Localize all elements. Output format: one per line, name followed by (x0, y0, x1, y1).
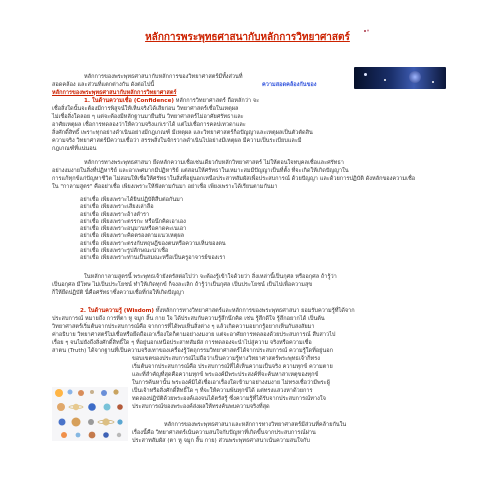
section-2-text: ทั้งหลักการทางวิทยาศาสตร์และหลักการของพระพุทธศาสนา ยอมรับความรู้ที่ได้จาก (154, 308, 355, 314)
section-2-tail-line: หลักการของพระพุทธศาสนาและหลักการทางวิทยาศาสตร์มีส่วนที่คล้ายกันใน (164, 422, 347, 428)
section-2-line: สาตน (Truth) ได้จากฐานที่เป็นความจริงเทาของเครื่องรู้วัตถุกรรมวิทยาศาสตร์ได้จากประสบการณ์ ความรู้ใดที่อยู่นอก (52, 348, 334, 354)
space-banner-image (354, 67, 446, 89)
section-2-wrap-line: ในการค้นหานั้น พระองค์มิได้เชื่อเอาเรื่องใดเข้ามาอย่างงมงาย ไม่ทรงเชื่อว่ามีพระผู้ (132, 380, 330, 386)
intro-subheading: หลักการของพระพุทธศาสนากับหลักการวิทยาศาสตร์ (52, 90, 177, 96)
section-1-line: สิ่งศักดิ์สิทธิ์ เพราะทุกอย่างดำเนินอย่างมีกฎเกณฑ์ มีเหตุผล และวิทยาศาสตร์ก็อปัญญาและเหตุผลเป็นตัวตัดสิน (52, 130, 313, 136)
list-item: อย่าเชื่อ เพียงเพราะรูปลักษณะน่าเชื่อ (80, 248, 169, 255)
list-item: อย่าเชื่อ เพียงเพราะท่านเป็นสมณะหรือเป็นครูอาจารย์ของเรา (80, 255, 226, 262)
section-1-line: อาศัยเหตุผล เชื่อการทดลองว่าให้ความจริงแก่เราได้ แต่ไม่เชื่อการคลปเทวดาและ (52, 122, 246, 128)
list-item: อย่าเชื่อ เพียงเพราะอ้างตำรา (80, 211, 150, 218)
section-2-wrap-line: ทดลองปฏิบัติด้วยพระองค์เองจนได้ตรัสรู้ ซึ่งความรู้ที่ได้รับจากประสบการณ์ทางใจ (132, 396, 326, 402)
section-2-first-line (52, 307, 355, 315)
section-2-line: ประสบการณ์ หมายถึง การที่ตา หู จมูก ลิ้น กาย ใจ ได้ประสบกับความรู้สึกนึกคิด เช่น รู้สึกดีใจ รู้สึกอยากได้ เป็นต้น (52, 316, 325, 322)
section-2-tail-line: เรื่องนี้คือ วิทยาศาสตร์เน้นความสนใจกับปัญหาที่เกิดขึ้นจากประสบการณ์ผ่าน (132, 430, 316, 436)
list-item: อย่าเชื่อ เพียงเพราะตรงกับทฤษฎีของตนหรือความเห็นของตน (80, 240, 226, 247)
paragraph-3-line: เป็นอกุศล มีโทษ ไม่เป็นประโยชน์ ทำให้เกิดทุกข์ ก็จงละเลิก ถ้ารู้ว่าเป็นกุศล เป็นประโยชน์ เป็นไปเพื่อความสุข (52, 282, 313, 288)
paragraph-3-line: ก็ให้ยึดปฏิบัติ นี่คือศรัทธาซึ่งความเชื่อที่ก่อให้เกิดปัญญา (52, 290, 185, 296)
section-2-line: เรื่อย ๆ จนไม่ยังถึงสิ่งศักดิ์สิทธิ์ใด ๆ ที่อยู่นอกเหนือประสาทสัมผัส การทดลองจะนำไปสู่ความ จริงหรือความเชื่อ (52, 340, 312, 346)
paragraph-2-line: อย่างงมงายในสิ่งที่ปฏิหาริย์ และอาเพศมากมีปฏิหาริย์ แต่สอนให้ศรัทธาในเหมาะสมมีปัญญาเป็นที่ตั้ง ที่จะเกิดให้เกิดปัญญาใน (52, 168, 349, 174)
section-1-line: ไม่เชื่อสิ่งใดลอย ๆ แต่จะต้องมีหลักฐานมายืนยัน วิทยาศาสตร์ไม่อาศัยศรัทธาและ (52, 114, 244, 120)
section-2-wrap-line: เป็นเจ้าหรือสิ่งศักดิ์สิทธิ์ใด ๆ ที่จะให้ความพ้นทุกข์ได้ แต่ทรงแสวงหาด้วยการ (132, 388, 313, 394)
paragraph-2-line: การแก้ทุกข์แก่ปัญหาชีวิต ไม่สอนให้เชื่อให้ศรัทธาในสิ่งที่อยู่นอกเหนือประสาทสัมผัสเพื่อประสบการณ์ ด้วยปัญญา และด้วยการปฏิบัติ ดังหลักของความเชื่อ (52, 176, 416, 182)
intro-link[interactable]: ความสอดคล้องกันของ (262, 82, 317, 88)
paragraph-2-line: ใน "กาลามสูตร" คืออย่าเชื่อ เพียงเพราะให้ฟังตามกันมา อย่าเชื่อ เพียงเพราะได้เรียนตามกันมา (52, 184, 278, 190)
section-1-first-line (52, 97, 259, 105)
list-item: อย่าเชื่อ เพียงเพราะอนุมานหรือคาดคะเนเอา (80, 226, 187, 233)
section-2-line: ขอบเขตของประสบการณ์ไม่ถือว่าเป็นความรู้ทางวิทยาศาสตร์พระพุทธเจ้าก็ทรง (132, 356, 320, 362)
section-1-text: หลักการวิทยาศาสตร์ ถือหลักว่า จะ (173, 98, 260, 104)
section-2-line: วิทยาศาสตร์เริ่มต้นจากประสบการณ์คือ จากการที่ได้พบเห็นสิ่งต่าง ๆ แล้วเกิดความอยากรู้อยากเห็นกับสงสัยมา (52, 324, 315, 330)
list-item: อย่าเชื่อ เพียงเพราะตรรกะ หรือนึกคิดเอาเอง (80, 218, 186, 225)
list-item: อย่าเชื่อ เพียงเพราะได้ยินปฏิบัติสืบต่อกันมา (80, 197, 184, 203)
section-1-heading: 1. ในด้านความเชื่อ (Confidence) (84, 98, 174, 104)
paragraph-3-line: ในหลักกาลามสูตรนี้ พระพุทธเจ้ายังตรัสต่อไปว่า จะต้องรู้เข้าใจด้วยว่า สิ่งเหล่านี้เป็นกุศล หรืออกุศล ถ้ารู้ว่า (84, 274, 337, 280)
list-item: อย่าเชื่อ เพียงเพราะเสียงเล่าลือ (80, 204, 154, 211)
section-2-wrap-line: ประสบการณ์ของพระองค์ส่งผลให้ทรงค้นพบความจริงที่สุด (132, 404, 270, 410)
kalama-list (80, 197, 226, 263)
section-2-wrap-line: และที่สำคัญที่สุดคือความทุกข์ พระองค์มีพระประสงค์ที่จะค้นหาสาเหตุของทุกข์ (132, 372, 319, 378)
solar-system-planets-image (52, 387, 128, 441)
section-2-wrap-line: เริ่มต้นจากประสบการณ์คือ ประสบการณ์ที่ได้เห็นความเป็นจริง ความทุกข์ ความตาย (132, 364, 333, 370)
intro-line-2: สอดคล้อง และส่วนที่แตกต่างกัน ดังต่อไปนี้ (52, 82, 155, 88)
section-1-line: ความจริง วิทยาศาสตร์มีความเชื่อว่า สรรพสิ่งในจักรวาลดำเนินไปอย่างมีเหตุผล มีความเป็นระเบียบและมี (52, 138, 302, 144)
section-2-line: ค่าอธิบาย วิทยาศาสตร์ไม่เชื่อหรือยึดถือเอาเรื่องใดก็ตามอย่างงมงาย แต่จะอาศัยการทดลองด้วยประสบการณ์ สืบสาวไป (52, 332, 336, 338)
section-1-line: เชื่อสิ่งใดนั้นจะต้องมีการพิสูจน์ให้เห็นจริงได้เสียก่อน วิทยาศาสตร์เชื่อในเหตุผล (52, 106, 239, 112)
decorative-mark-icon (364, 29, 370, 33)
list-item: อย่าเชื่อ เพียงเพราะคิดตรองตามแนวเหตุผล (80, 233, 185, 240)
section-2-tail-line: ประสาทสัมผัส (ตา หู จมูก ลิ้น กาย) ส่วนพระพุทธศาสนาเน้นความสนใจกับ (132, 438, 310, 444)
page-title: หลักการพระพุทธศาสนากับหลักการวิทยาศาสตร์ (145, 32, 350, 43)
section-1-line: กฎเกณฑ์ที่แน่นอน (52, 146, 97, 152)
section-2-heading: 2. ในด้านความรู้ (Wisdom) (80, 308, 154, 314)
intro-line-1: หลักการของพระพุทธศาสนากับหลักการของวิทยาศาสตร์มีทั้งส่วนที่ (84, 74, 243, 80)
paragraph-2-line: หลักการทางพระพุทธศาสนา ยึดหลักความเชื่อเช่นเดียวกับหลักวิทยาศาสตร์ ไม่ให้ตอนใจทบุคลเชื่อและศรัทธา (84, 160, 344, 166)
